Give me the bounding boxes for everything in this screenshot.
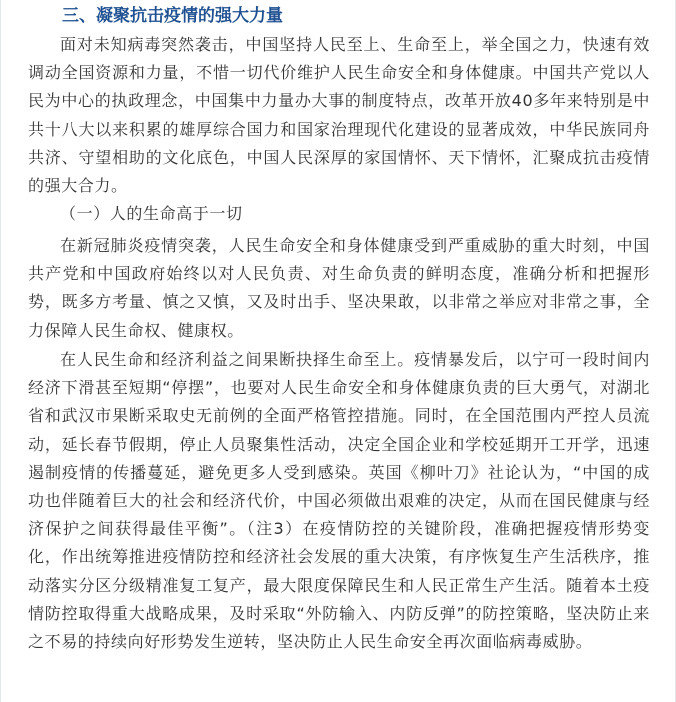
subheading-life-first: （一）人的生命高于一切 [60,204,243,223]
section-heading: 三、凝聚抗击疫情的强大力量 [62,6,283,26]
paragraph-life-first: 在新冠肺炎疫情突袭，人民生命安全和身体健康受到严重威胁的重大时刻，中国共产党和中国政府始终以对人民负责、对生命负责的鲜明态度，准确分析和把握形势，既多方考量、慎之又慎，又及时出手、坚决果敢，以非常之举应对非常之事，全力保障人民生命权、健康权。 [28,236,650,340]
paragraph-life-vs-economy: 在人民生命和经济利益之间果断抉择生命至上。疫情暴发后，以宁可一段时间内经济下滑甚至短期“停摆”，也要对人民生命安全和身体健康负责的巨大勇气，对湖北省和武汉市果断采取史无前例的全面严格管控措施。同时，在全国范围内严控人员流动，延长春节假期，停止人员聚集性活动，决定全国企业和学校延期开工开学，迅速遏制疫情的传播蔓延，避免更多人受到感染。英国《柳叶刀》社论认为，“中国的成功也伴随着巨大的社会和经济代价，中国必须做出艰难的决定，从而在国民健康与经济保护之间获得最佳平衡”。（注3）在疫情防控的关键阶段，准确把握疫情形势变化，作出统筹推进疫情防控和经济社会发展的重大决策，有序恢复生产生活秩序，推动落实分区分级精准复工复产，最大限度保障民生和人民正常生产生活。随着本土疫情防控取得重大战略成果，及时采取“外防输入、内防反弹”的防控策略，坚决防止来之不易的持续向好形势发生逆转，坚决防止人民生命安全再次面临病毒威胁。 [28,350,650,652]
paragraph-intro: 面对未知病毒突然袭击，中国坚持人民至上、生命至上，举全国之力，快速有效调动全国资源和力量，不惜一切代价维护人民生命安全和身体健康。中国共产党以人民为中心的执政理念，中国集中力量办大事的制度特点，改革开放40多年来特别是中共十八大以来积累的雄厚综合国力和国家治理现代化建设的显著成效，中华民族同舟共济、守望相助的文化底色，中国人民深厚的家国情怀、天下情怀，汇聚成抗击疫情的强大合力。 [28,35,650,196]
